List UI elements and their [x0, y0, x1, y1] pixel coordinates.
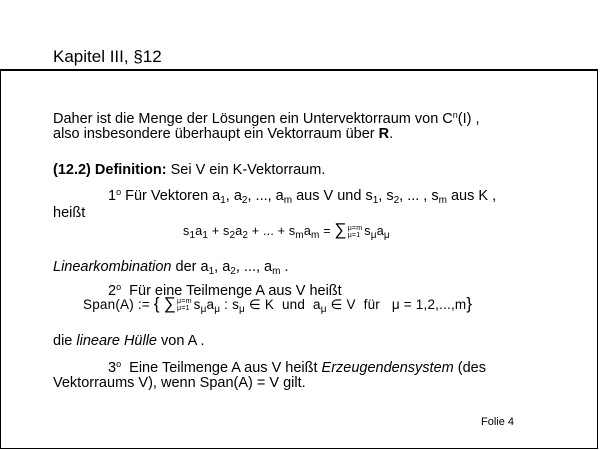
intro-line-2-suffix: .	[389, 126, 394, 142]
heisst-label: heißt	[53, 205, 86, 221]
intro-line-2	[53, 125, 393, 143]
intro-superscript: n	[452, 110, 458, 120]
item-3-line-2: Vektorraums V), wenn Span(A) = V gilt.	[53, 375, 306, 391]
item-2-line: 2$^o$ Für eine Teilmenge A aus V heißt	[108, 282, 342, 299]
field-r-symbol: R	[378, 126, 390, 142]
linear-hull-line	[53, 332, 205, 350]
definition-label: (12.2) Definition:	[53, 162, 167, 178]
intro-line-1-text: Daher ist die Menge der Lösungen ein Untervektorraum von C	[53, 111, 453, 127]
slide-title: Kapitel III, §12	[53, 47, 162, 66]
generating-system-term: Erzeugendensystem	[321, 360, 454, 376]
intro-line-1-suffix: (I) ,	[457, 111, 480, 127]
slide-number: Folie 4	[481, 416, 515, 428]
item-1-line: 1$^o$ Für Vektoren $a_1$, $a_2$, ..., $a_m$ aus V und $s_1$, $s_2$, ... , $s_m$ aus K ,	[108, 187, 497, 206]
span-definition-formula: Span(A) := { ∑μ=m μ=1 $s_\mu a_\mu$ : $s_\mu$ ∈ K und $a_\mu$ ∈ V für μ = 1,2,...,m}	[83, 294, 473, 315]
linear-combination-formula: $s_1a_1 + s_2a_2$ + ... + $s_ma_m = \sum\mu=m$ μ=1 $s_\mu a_\mu$	[183, 220, 390, 241]
linear-hull-prefix: die	[53, 333, 77, 349]
linear-hull-suffix: von A .	[157, 333, 205, 349]
linear-hull-term: lineare Hülle	[76, 333, 157, 349]
item-3-suffix: (des	[453, 360, 486, 376]
intro-line-2-text: also insbesondere überhaupt ein Vektorraum über	[53, 126, 379, 142]
definition-heading	[53, 161, 325, 179]
item-3-line-1: 3$^o$ Eine Teilmenge A aus V heißt Erzeugendensystem (des	[108, 359, 486, 376]
linear-combination-line: Linearkombination der $a_1$, $a_2$, ..., $a_m$ .	[53, 259, 289, 277]
linear-combination-term: Linearkombination	[53, 259, 172, 275]
definition-text: Sei V ein K-Vektorraum.	[166, 162, 326, 178]
